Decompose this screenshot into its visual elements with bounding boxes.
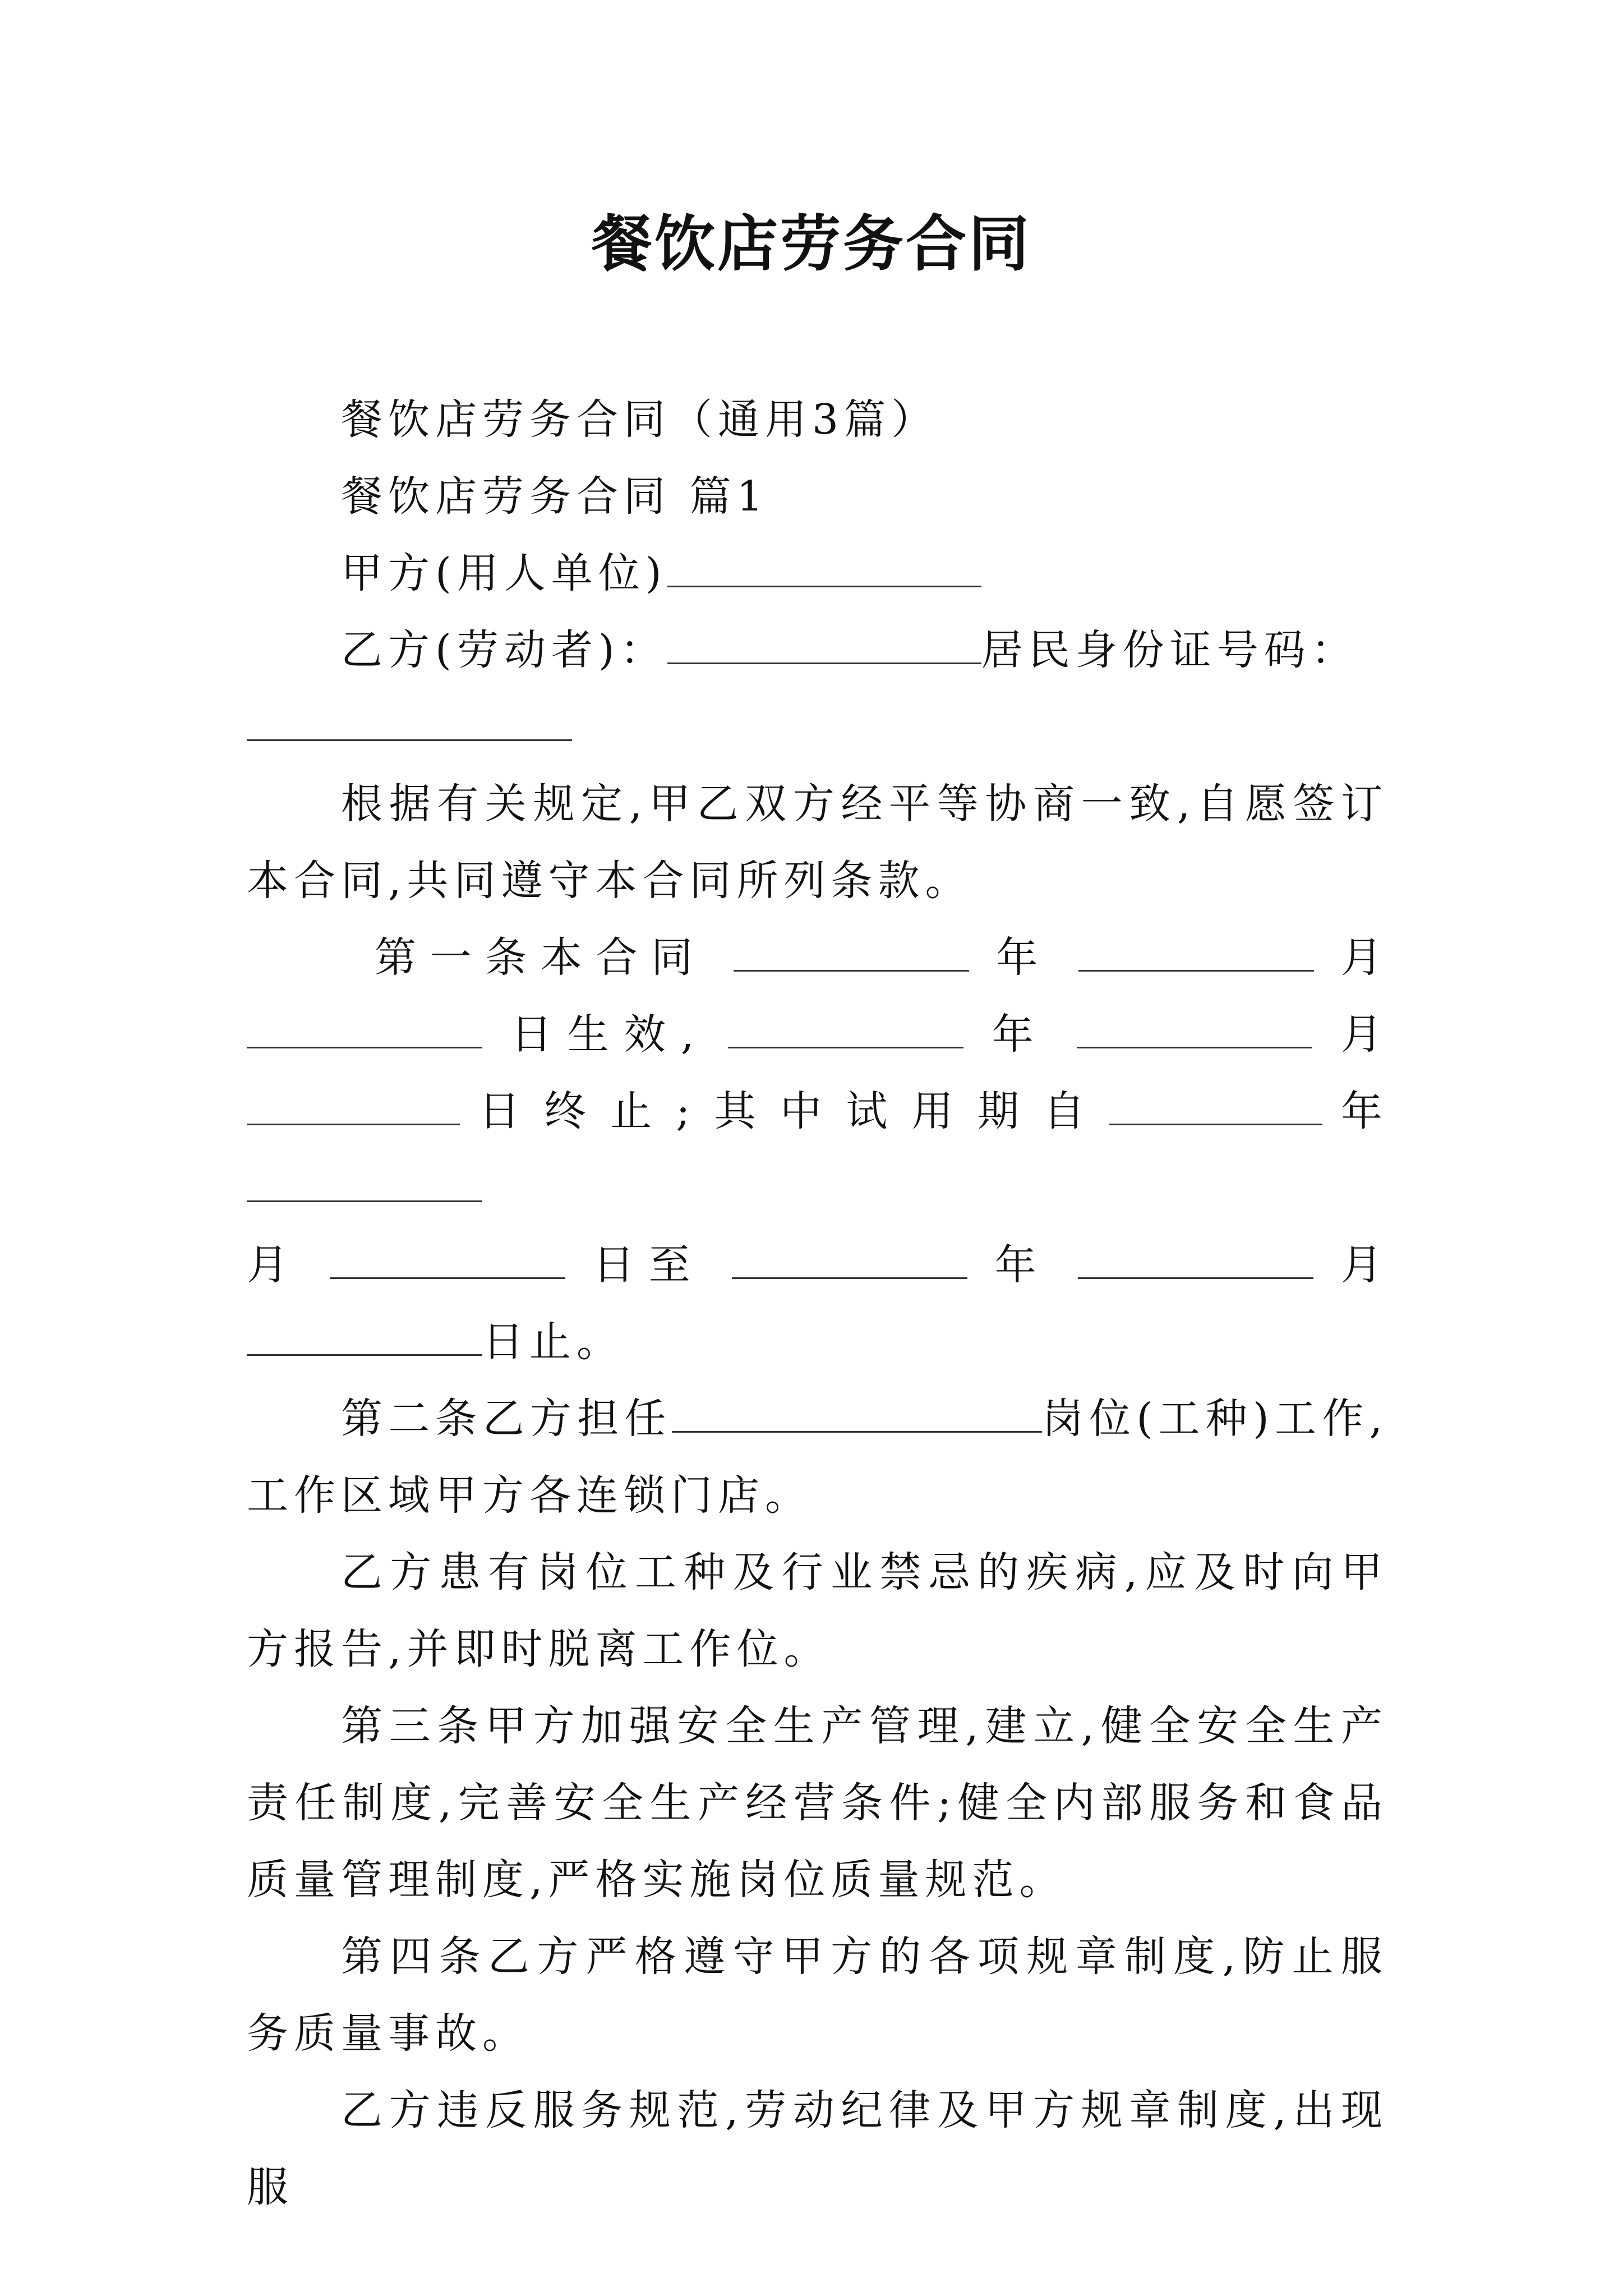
trial-start-day-blank[interactable] (330, 1238, 565, 1279)
year-label: 年 (996, 933, 1052, 982)
article1-line4 (247, 1227, 1388, 1304)
document-title: 餐饮店劳务合同 (591, 209, 1031, 279)
end-day-blank[interactable] (247, 1084, 460, 1125)
article1-line3 (247, 1073, 1388, 1227)
article3: 第三条甲方加强安全生产管理,建立,健全安全生产责任制度,完善安全生产经营条件;健全内部服务和食品质量管理制度,严格实施岗位质量规范。 (247, 1702, 1388, 1904)
preamble: 根据有关规定,甲乙双方经平等协商一致,自愿签订本合同,共同遵守本合同所列条款。 (247, 780, 1388, 905)
trial-end-month-blank[interactable] (1078, 1238, 1313, 1279)
month-label: 月 (247, 1241, 303, 1289)
party-b-line (247, 612, 1388, 689)
subtitle: 餐饮店劳务合同（通用3篇） (341, 395, 939, 444)
start-month-blank[interactable] (1078, 931, 1314, 972)
article1-line1 (247, 919, 1388, 996)
year-label: 年 (994, 1241, 1051, 1289)
day-effect-label: 日生效, (510, 1010, 700, 1059)
id-number-blank[interactable] (247, 700, 572, 741)
id-label: 居民身份证号码： (981, 626, 1358, 674)
day-to-label: 日至 (593, 1241, 704, 1289)
start-day-blank[interactable] (247, 1007, 482, 1048)
trial-start-year-blank[interactable] (1109, 1084, 1322, 1125)
party-a-line (247, 535, 1388, 612)
month-label: 月 (1341, 933, 1388, 982)
trial-end-day-blank[interactable] (247, 1315, 482, 1356)
party-b-label: 乙方(劳动者)： (341, 626, 667, 674)
article4: 第四条乙方严格遵守甲方的各项规章制度,防止服务质量事故。 (247, 1932, 1388, 2058)
article1-line5 (247, 1304, 1388, 1381)
trial-start-month-blank[interactable] (247, 1161, 482, 1202)
article1-line2 (247, 996, 1388, 1073)
day-end-trial-label: 日终止;其中试用期自 (460, 1087, 1109, 1135)
article2-lead: 第二条乙方担任 (341, 1395, 672, 1443)
document-body (247, 381, 1388, 2226)
month-label: 月 (1340, 1241, 1388, 1289)
party-a-blank[interactable] (667, 546, 981, 587)
year-label: 年 (992, 1010, 1049, 1059)
day-stop-label: 日止。 (482, 1318, 624, 1366)
paragraph-violation: 乙方违反服务规范,劳动纪律及甲方规章制度,出现服 (247, 2086, 1388, 2211)
party-a-label: 甲方(用人单位) (341, 549, 667, 597)
trial-end-year-blank[interactable] (732, 1238, 967, 1279)
article1-lead: 第一条本合同 (375, 933, 707, 982)
end-year-blank[interactable] (728, 1007, 963, 1048)
position-blank[interactable] (672, 1392, 1042, 1433)
section-heading: 餐饮店劳务合同 篇1 (341, 472, 769, 521)
start-year-blank[interactable] (734, 931, 969, 972)
year-label: 年 (1322, 1087, 1388, 1135)
paragraph-illness: 乙方患有岗位工种及行业禁忌的疾病,应及时向甲方报告,并即时脱离工作位。 (247, 1548, 1388, 1673)
article2-tail: 岗位(工种)工作,工作区域甲方各连锁门店。 (247, 1395, 1389, 1520)
end-month-blank[interactable] (1077, 1007, 1312, 1048)
month-label: 月 (1341, 1010, 1389, 1059)
id-number-line (247, 689, 1388, 766)
party-b-blank[interactable] (667, 623, 981, 664)
article2 (247, 1381, 1388, 1534)
